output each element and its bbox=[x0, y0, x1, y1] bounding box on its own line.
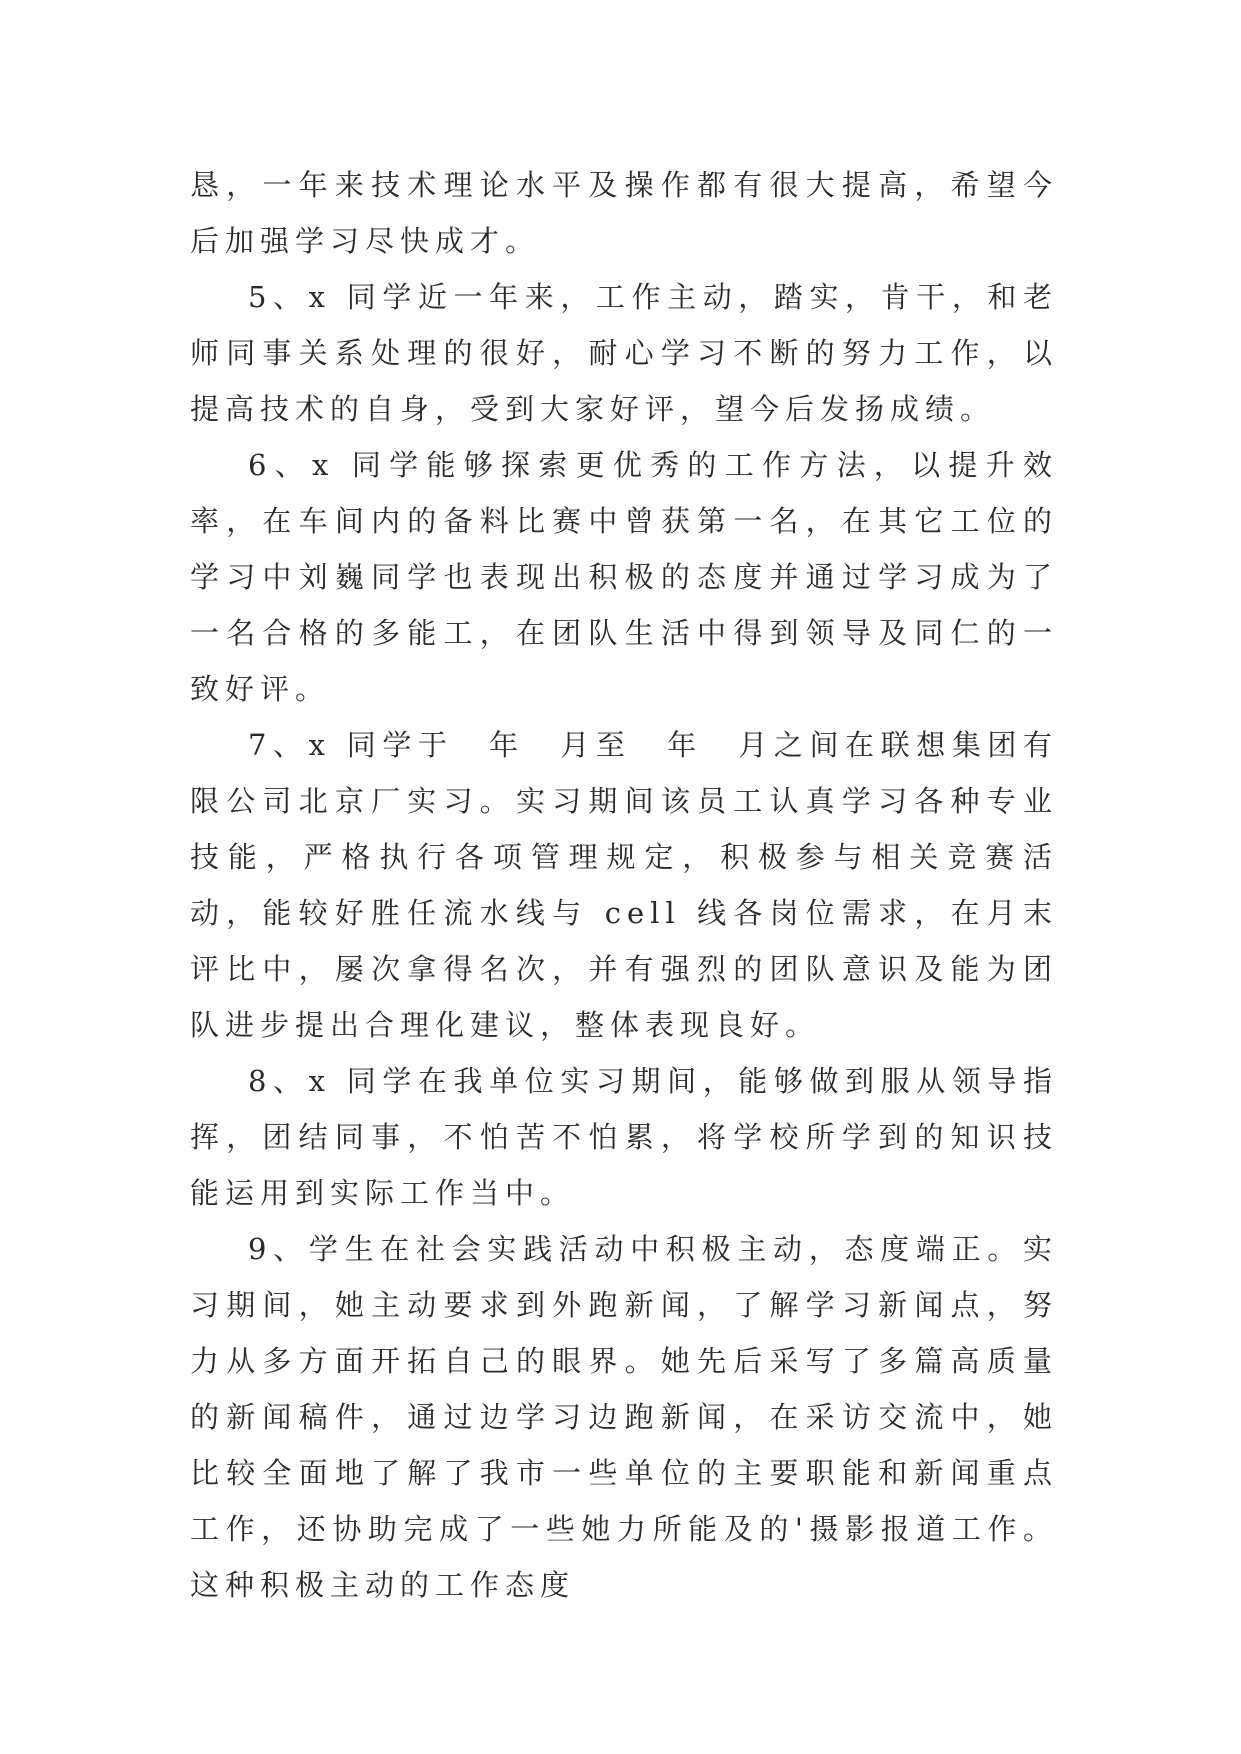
paragraph-text: 8、x 同学在我单位实习期间，能够做到服从领导指挥，团结同事，不怕苦不怕累，将学校所学到的知识技能运用到实际工作当中。 bbox=[190, 1064, 1058, 1210]
paragraph-item-9 bbox=[190, 1221, 1058, 1613]
paragraph-text: 6、x 同学能够探索更优秀的工作方法，以提升效率，在车间内的备料比赛中曾获第一名，在其它工位的学习中刘巍同学也表现出积极的态度并通过学习成为了一名合格的多能工，在团队生活中得到领导及同仁的一致好评。 bbox=[190, 448, 1058, 706]
paragraph-text: 9、学生在社会实践活动中积极主动，态度端正。实习期间，她主动要求到外跑新闻，了解学习新闻点，努力从多方面开拓自己的眼界。她先后采写了多篇高质量的新闻稿件，通过边学习边跑新闻，在采访交流中，她比较全面地了解了我市一些单位的主要职能和新闻重点工作，还协助完成了一些她力所能及的'摄影报道工作。这种积极主动的工作态度 bbox=[190, 1232, 1058, 1602]
paragraph-continuation bbox=[190, 157, 1058, 269]
document-body bbox=[190, 157, 1058, 1613]
paragraph-text: 5、x 同学近一年来，工作主动，踏实，肯干，和老师同事关系处理的很好，耐心学习不断的努力工作，以提高技术的自身，受到大家好评，望今后发扬成绩。 bbox=[190, 280, 1058, 426]
paragraph-item-6 bbox=[190, 437, 1058, 717]
paragraph-text: 7、x 同学于 年 月至 年 月之间在联想集团有限公司北京厂实习。实习期间该员工认真学习各种专业技能，严格执行各项管理规定，积极参与相关竞赛活动，能较好胜任流水线与 cell 线各岗位需求，在月末评比中，屡次拿得名次，并有强烈的团队意识及能为团队进步提出合理化建议，整体表现良好。 bbox=[190, 728, 1058, 1042]
paragraph-text: 恳，一年来技术理论水平及操作都有很大提高，希望今后加强学习尽快成才。 bbox=[190, 168, 1058, 258]
paragraph-item-5 bbox=[190, 269, 1058, 437]
paragraph-item-7 bbox=[190, 717, 1058, 1053]
paragraph-item-8 bbox=[190, 1053, 1058, 1221]
